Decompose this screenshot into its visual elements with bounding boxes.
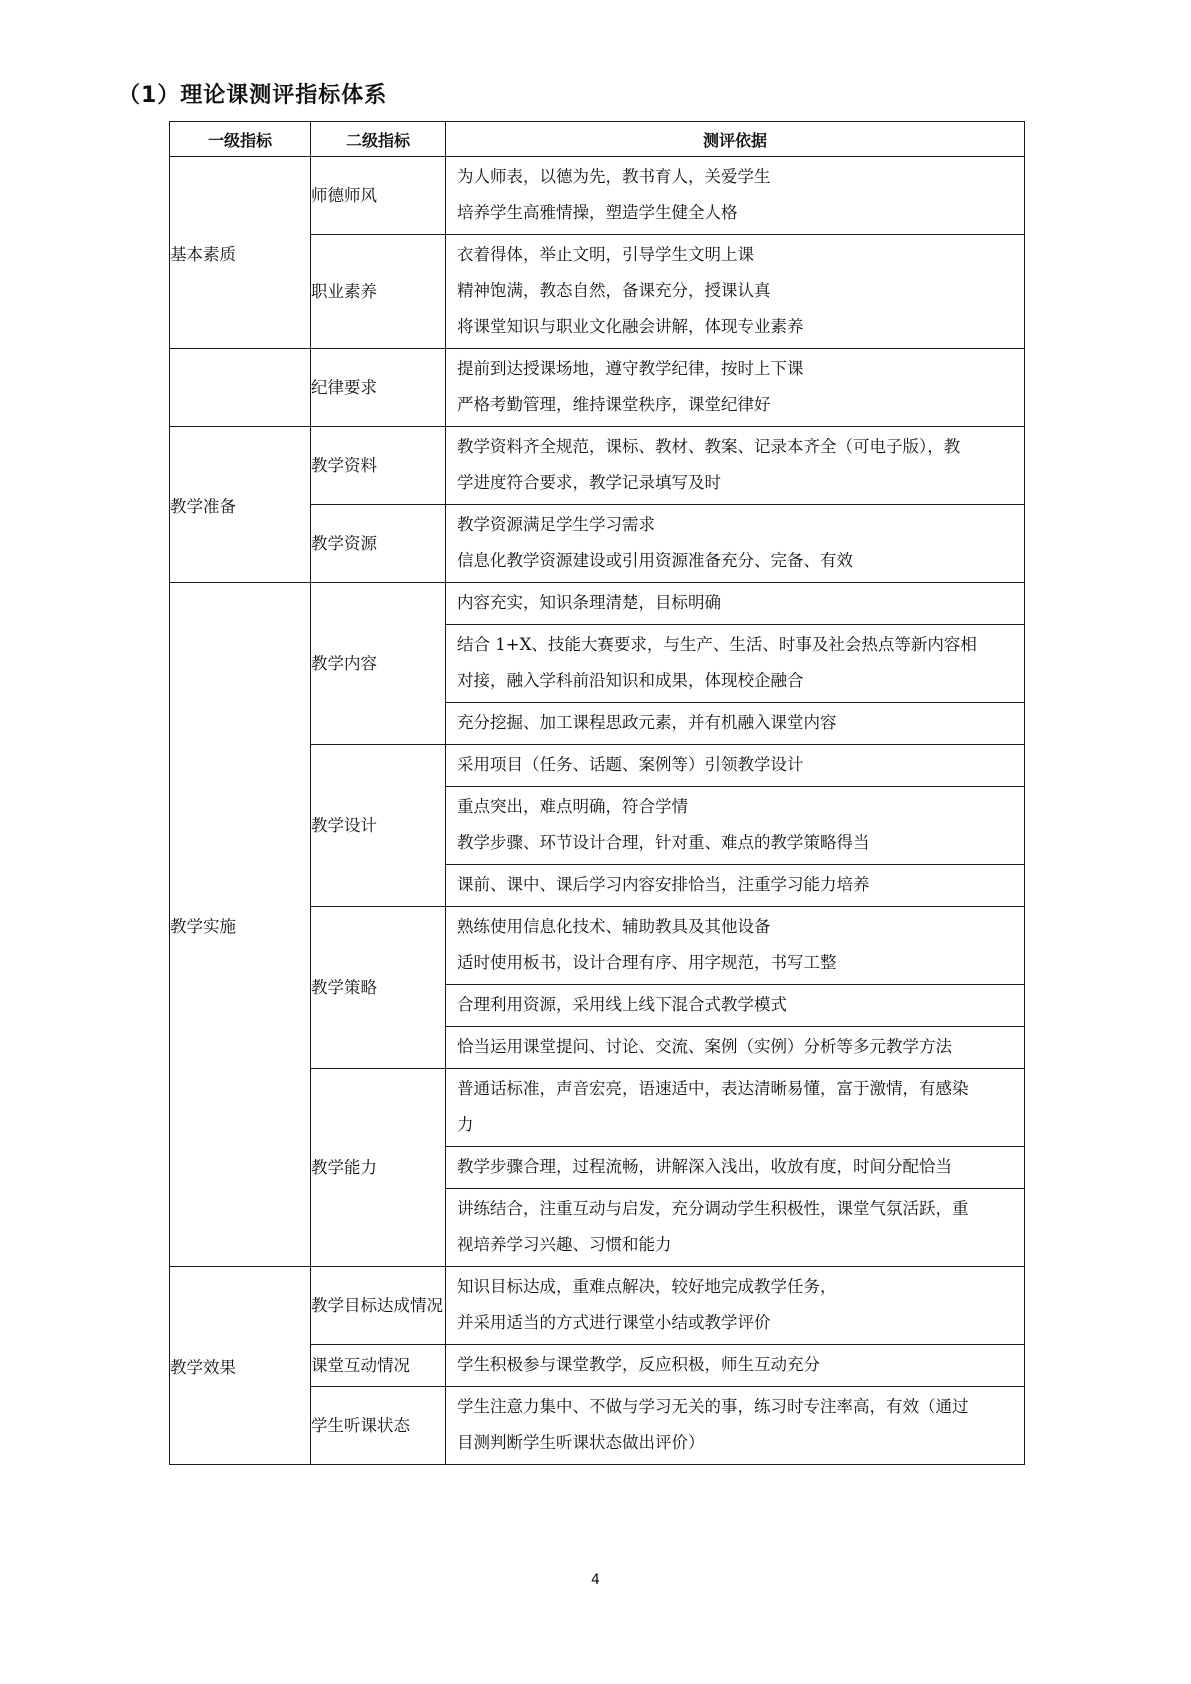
page-number: 4 [591, 1572, 600, 1588]
secondary-index-cell: 师德师风 [311, 157, 446, 235]
criterion-line: 培养学生高雅情操，塑造学生健全人格 [457, 203, 738, 222]
criterion-line: 提前到达授课场地，遵守教学纪律，按时上下课 [457, 359, 804, 378]
secondary-index-cell: 教学内容 [311, 583, 446, 745]
primary-index-cell: 基本素质 [170, 157, 311, 349]
evaluation-basis-cell [446, 745, 1025, 907]
criterion-block [446, 625, 1024, 703]
criterion-line: 教学资料齐全规范，课标、教材、教案、记录本齐全（可电子版），教 [457, 437, 961, 456]
criterion-line: 熟练使用信息化技术、辅助教具及其他设备 [457, 917, 771, 936]
evaluation-basis-cell [446, 1267, 1025, 1345]
criterion-block [446, 1267, 1024, 1344]
criterion-line: 讲练结合，注重互动与启发，充分调动学生积极性，课堂气氛活跃，重 [457, 1199, 969, 1218]
criterion-block [446, 235, 1024, 348]
secondary-index-cell: 教学资源 [311, 505, 446, 583]
criterion-line: 课前、课中、课后学习内容安排恰当，注重学习能力培养 [457, 875, 870, 894]
secondary-index-cell: 教学能力 [311, 1069, 446, 1267]
secondary-index-cell: 职业素养 [311, 235, 446, 349]
criterion-line: 学生积极参与课堂教学，反应积极，师生互动充分 [457, 1355, 820, 1374]
evaluation-index-table [169, 121, 1025, 1465]
criterion-block [446, 505, 1024, 582]
header-evaluation-basis: 测评依据 [446, 122, 1025, 157]
evaluation-basis-cell [446, 235, 1025, 349]
criterion-line: 力 [457, 1115, 474, 1134]
evaluation-basis-cell [446, 157, 1025, 235]
criterion-line: 学进度符合要求，教学记录填写及时 [457, 473, 721, 492]
criterion-line: 视培养学习兴趣、习惯和能力 [457, 1235, 672, 1254]
criterion-line: 将课堂知识与职业文化融会讲解，体现专业素养 [457, 317, 804, 336]
secondary-index-cell: 教学目标达成情况 [311, 1267, 446, 1345]
criterion-block [446, 985, 1024, 1027]
criterion-block [446, 1189, 1024, 1266]
criterion-block [446, 745, 1024, 787]
criterion-block [446, 1069, 1024, 1147]
criterion-line: 普通话标准，声音宏亮，语速适中，表达清晰易懂，富于激情，有感染 [457, 1079, 969, 1098]
evaluation-basis-cell [446, 505, 1025, 583]
secondary-index-cell: 课堂互动情况 [311, 1345, 446, 1387]
criterion-block [446, 427, 1024, 504]
secondary-index-cell: 教学策略 [311, 907, 446, 1069]
primary-index-cell: 教学准备 [170, 427, 311, 583]
criterion-block [446, 703, 1024, 744]
criterion-block [446, 907, 1024, 985]
criterion-line: 对接，融入学科前沿知识和成果，体现校企融合 [457, 671, 804, 690]
criterion-line: 合理利用资源，采用线上线下混合式教学模式 [457, 995, 787, 1014]
secondary-index-cell: 纪律要求 [311, 349, 446, 427]
criterion-block [446, 1345, 1024, 1386]
header-secondary-index: 二级指标 [311, 122, 446, 157]
primary-index-cell: 教学实施 [170, 583, 311, 1267]
criterion-block [446, 349, 1024, 426]
header-primary-index: 一级指标 [170, 122, 311, 157]
primary-index-cell: 教学效果 [170, 1267, 311, 1465]
criterion-block [446, 1027, 1024, 1068]
section-heading: （1）理论课测评指标体系 [118, 83, 388, 108]
table-header-row [170, 122, 1025, 157]
table-row [170, 427, 1025, 505]
criterion-line: 目测判断学生听课状态做出评价） [457, 1433, 705, 1452]
criterion-block [446, 157, 1024, 234]
evaluation-basis-cell [446, 907, 1025, 1069]
criterion-line: 适时使用板书，设计合理有序、用字规范，书写工整 [457, 953, 837, 972]
criterion-line: 信息化教学资源建设或引用资源准备充分、完备、有效 [457, 551, 853, 570]
table-row [170, 1267, 1025, 1345]
criterion-line: 严格考勤管理，维持课堂秩序，课堂纪律好 [457, 395, 771, 414]
secondary-index-cell: 学生听课状态 [311, 1387, 446, 1465]
criterion-line: 教学资源满足学生学习需求 [457, 515, 655, 534]
criterion-line: 并采用适当的方式进行课堂小结或教学评价 [457, 1313, 771, 1332]
criterion-block [446, 1147, 1024, 1189]
evaluation-basis-cell [446, 583, 1025, 745]
criterion-block [446, 787, 1024, 865]
criterion-line: 教学步骤合理，过程流畅，讲解深入浅出，收放有度，时间分配恰当 [457, 1157, 952, 1176]
criterion-line: 重点突出，难点明确，符合学情 [457, 797, 688, 816]
table-row [170, 583, 1025, 745]
criterion-line: 恰当运用课堂提问、讨论、交流、案例（实例）分析等多元教学方法 [457, 1037, 952, 1056]
criterion-line: 内容充实，知识条理清楚，目标明确 [457, 593, 721, 612]
table-row [170, 157, 1025, 235]
table-row [170, 349, 1025, 427]
criterion-line: 结合 1+X、技能大赛要求，与生产、生活、时事及社会热点等新内容相 [457, 635, 977, 654]
evaluation-basis-cell [446, 349, 1025, 427]
criterion-line: 教学步骤、环节设计合理，针对重、难点的教学策略得当 [457, 833, 870, 852]
criterion-line: 为人师表，以德为先，教书育人，关爱学生 [457, 167, 771, 186]
evaluation-basis-cell [446, 427, 1025, 505]
criterion-block [446, 865, 1024, 906]
evaluation-basis-cell [446, 1345, 1025, 1387]
table-body [170, 157, 1025, 1465]
criterion-block [446, 1387, 1024, 1464]
criterion-line: 衣着得体，举止文明，引导学生文明上课 [457, 245, 754, 264]
criterion-line: 充分挖掘、加工课程思政元素，并有机融入课堂内容 [457, 713, 837, 732]
criterion-line: 精神饱满，教态自然，备课充分，授课认真 [457, 281, 771, 300]
secondary-index-cell: 教学资料 [311, 427, 446, 505]
primary-index-cell [170, 349, 311, 427]
criterion-line: 采用项目（任务、话题、案例等）引领教学设计 [457, 755, 804, 774]
secondary-index-cell: 教学设计 [311, 745, 446, 907]
evaluation-basis-cell [446, 1387, 1025, 1465]
criterion-line: 学生注意力集中、不做与学习无关的事，练习时专注率高，有效（通过 [457, 1397, 969, 1416]
criterion-line: 知识目标达成，重难点解决，较好地完成教学任务， [457, 1277, 837, 1296]
evaluation-basis-cell [446, 1069, 1025, 1267]
criterion-block [446, 583, 1024, 625]
